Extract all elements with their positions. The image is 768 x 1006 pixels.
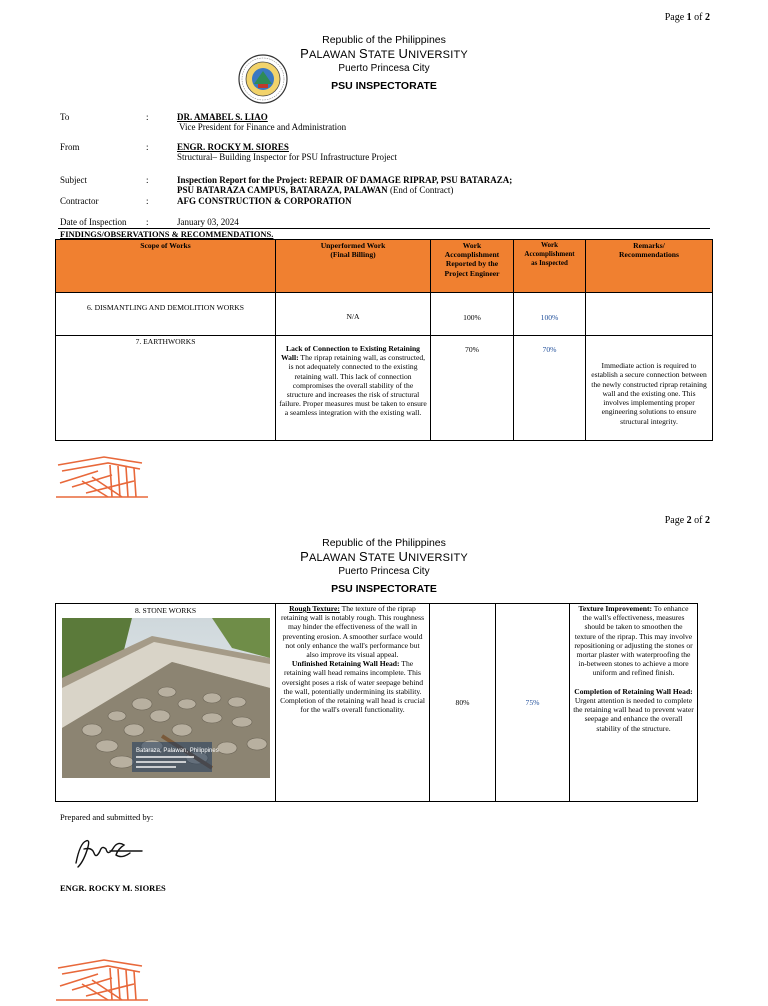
header-scope: Scope of Works <box>56 240 276 293</box>
row7-reported: 70% <box>431 336 514 441</box>
memo-block: To : DR. AMABEL S. LIAO Vice President for Finance and Administration From : ENGR. ROCKY M. SIORES Structural– Building Inspector for PSU Infrastructure Project Subject : Inspection Report for the Project: REPAIR OF DAMAGE RIPRAP, PSU BATARAZA; PSU BATARAZA CAMPUS, BATARAZA, PALAWAN (End of Contract) Contractor : AFG CONSTRUCTION & CORPORATION Date of Inspection : January 03, 2024 <box>60 112 513 227</box>
letterhead <box>0 536 768 596</box>
letterhead-university: PALAWAN STATE UNIVERSITY <box>300 549 468 564</box>
findings-table-continued <box>55 603 698 802</box>
memo-to-name: DR. AMABEL S. LIAO <box>177 112 268 122</box>
memo-date-label: Date of Inspection <box>60 217 127 227</box>
psu-building-logo-icon <box>52 453 150 501</box>
letterhead-city: Puerto Princesa City <box>338 566 430 577</box>
letterhead <box>0 33 768 93</box>
memo-subject-line2: PSU BATARAZA CAMPUS, BATARAZA, PALAWAN (End of Contract) <box>177 185 454 195</box>
memo-subject-line1: Inspection Report for the Project: REPAIR OF DAMAGE RIPRAP, PSU BATARAZA; <box>177 175 513 185</box>
memo-subject-label: Subject <box>60 175 87 185</box>
row7-inspected: 70% <box>514 336 586 441</box>
row6-scope: 6. DISMANTLING AND DEMOLITION WORKS <box>56 293 276 336</box>
memo-contractor: AFG CONSTRUCTION & CORPORATION <box>177 196 352 206</box>
photo-caption: Bataraza, Palawan, Philippines <box>135 748 219 755</box>
header-unperformed: Unperformed Work (Final Billing) <box>276 240 431 293</box>
header-remarks: Remarks/ Recommendations <box>586 240 713 293</box>
memo-from-label: From <box>60 142 80 152</box>
row8-scope <box>56 604 276 802</box>
letterhead-office: PSU INSPECTORATE <box>331 583 437 595</box>
memo-from-title: Structural– Building Inspector for PSU Infrastructure Project <box>177 152 397 162</box>
row7-scope: 7. EARTHWORKS <box>56 336 276 441</box>
memo-to-label: To <box>60 112 70 122</box>
memo-date: January 03, 2024 <box>177 217 239 227</box>
findings-table <box>55 239 713 441</box>
letterhead-republic: Republic of the Philippines <box>322 34 446 46</box>
row8-remarks: Texture Improvement: To enhance the wall's effectiveness, measures should be taken to smoothen the texture of the riprap. This may involve repositioning or adjusting the stones or mortar plaster with waterproofing the in-between stones to achieve a more uniform and refined finish. Completion of Retaining Wall Head: Urgent attention is needed to complete the retaining wall head to prevent water seepage and enhance the overall stability of the structure. <box>570 604 698 802</box>
row8-inspected: 75% <box>496 604 570 802</box>
findings-title: FINDINGS/OBSERVATIONS & RECOMMENDATIONS. <box>60 229 274 239</box>
page-2 <box>0 503 768 1006</box>
page-number: Page 1 of 2 <box>664 12 710 23</box>
memo-to-title: Vice President for Finance and Administration <box>179 122 347 132</box>
row6-reported: 100% <box>431 293 514 336</box>
table-row <box>56 293 713 336</box>
site-photo <box>62 618 270 778</box>
table-row <box>56 604 698 802</box>
signatory-name: ENGR. ROCKY M. SIORES <box>60 883 166 893</box>
memo-from-name: ENGR. ROCKY M. SIORES <box>177 142 289 152</box>
row6-remarks <box>586 293 713 336</box>
page-number: Page 2 of 2 <box>664 515 710 526</box>
letterhead-office: PSU INSPECTORATE <box>331 80 437 92</box>
header-reported: Work Accomplishment Reported by the Project Engineer <box>431 240 514 293</box>
row7-unperformed: Lack of Connection to Existing Retaining Wall: The riprap retaining wall, as constructed, is not adequately connected to the existing retaining wall. This lack of connection compromises the overall stability of the structure and increases the risk of structural failure. Proper measures must be taken to ensure a seamless integration with the existing wall. <box>276 336 431 441</box>
letterhead-city: Puerto Princesa City <box>338 63 430 74</box>
row8-unperformed: Rough Texture: The texture of the riprap retaining wall is notably rough. This roughness may hinder the effectiveness of the wall in preventing erosion. A smoother surface would not only enhance the wall's performance but also improve its visual appeal. Unfinished Retaining Wall Head: The retaining wall head remains incomplete. This oversight poses a risk of water seepage behind the wall, potentially undermining its stability. Completion of the retaining wall head is crucial for the wall's overall functionality. <box>276 604 430 802</box>
row6-inspected: 100% <box>514 293 586 336</box>
row8-scope-label: 8. STONE WORKS <box>134 606 197 615</box>
signature-icon <box>66 833 146 869</box>
memo-contractor-label: Contractor <box>60 196 99 206</box>
letterhead-republic: Republic of the Philippines <box>322 537 446 549</box>
header-inspected: Work Accomplishment as Inspected <box>514 240 586 293</box>
row8-reported: 80% <box>430 604 496 802</box>
table-header-row <box>56 240 713 293</box>
row6-unperformed: N/A <box>276 293 431 336</box>
prepared-by-label: Prepared and submitted by: <box>60 812 154 822</box>
psu-seal-icon <box>238 54 288 104</box>
psu-building-logo-icon <box>52 956 150 1004</box>
table-row <box>56 336 713 441</box>
row7-remarks: Immediate action is required to establish a secure connection between the newly constructed riprap retaining wall and the existing one. This involves implementing proper engineering solutions to ensure structural integrity. <box>586 336 713 441</box>
letterhead-university: PALAWAN STATE UNIVERSITY <box>300 46 468 61</box>
